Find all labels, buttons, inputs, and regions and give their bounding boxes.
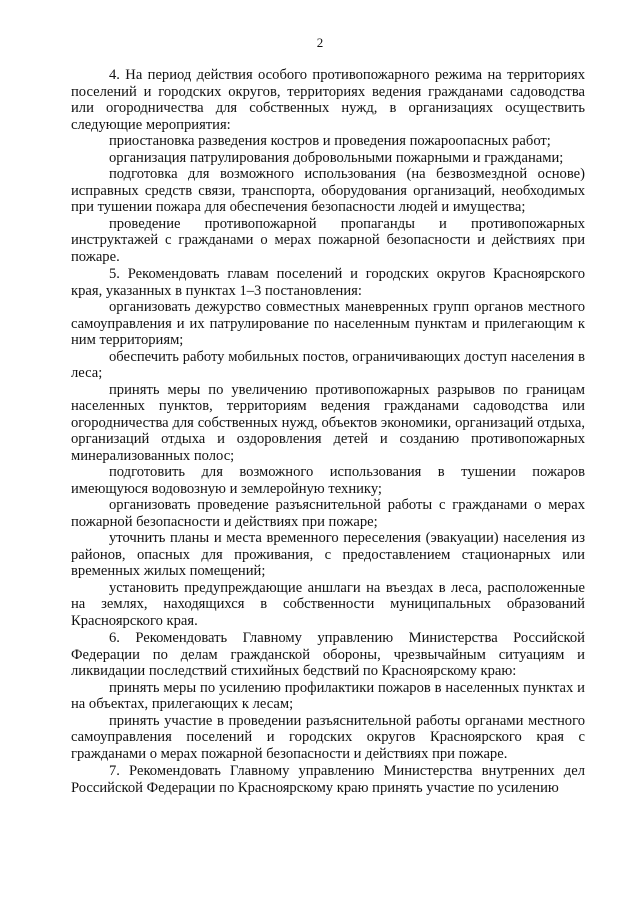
list-item-paragraph: принять участие в проведении разъяснительной работы органами местного самоуправления поселений и городских округов Красноярского края с гражданами о мерах пожарной безопасности и действиях при пожаре. <box>71 712 585 762</box>
list-item-paragraph: организация патрулирования добровольными пожарными и гражданами; <box>109 149 564 166</box>
page-number: 2 <box>316 35 324 50</box>
list-item-paragraph: уточнить планы и места временного переселения (эвакуации) населения из районов, опасных для проживания, с предоставлением стационарных или временных жилых помещений; <box>71 530 585 579</box>
list-item-paragraph: принять меры по усилению профилактики пожаров в населенных пунктах и на объектах, прилегающих к лесам; <box>71 679 585 712</box>
list-item-paragraph: принять меры по увеличению противопожарных разрывов по границам населенных пунктов, территориям ведения гражданами садоводства или огородничества для собственных нужд, объектов экономики, организаций отдыха, организаций отдыха и оздоровления детей и созданию противопожарных минерализованных полос; <box>71 381 585 464</box>
section-paragraph: 5. Рекомендовать главам поселений и городских округов Красноярского края, указанных в пунктах 1–3 постановления: <box>71 266 585 299</box>
list-item-paragraph: приостановка разведения костров и проведения пожароопасных работ; <box>109 133 551 149</box>
section-paragraph: 6. Рекомендовать Главному управлению Министерства Российской Федерации по делам гражданской обороны, чрезвычайным ситуациям и ликвидации последствий стихийных бедствий по Красноярскому краю: <box>71 630 585 679</box>
list-item-paragraph: обеспечить работу мобильных постов, ограничивающих доступ населения в леса; <box>71 348 585 381</box>
list-item-paragraph: установить предупреждающие аншлаги на въездах в леса, расположенные на землях, находящихся в собственности муниципальных образований Красноярского края. <box>71 579 585 629</box>
list-item-paragraph: проведение противопожарной пропаганды и противопожарных инструктажей с гражданами о мерах пожарной безопасности и действиях при пожаре. <box>71 215 585 265</box>
list-item-paragraph: организовать проведение разъяснительной работы с гражданами о мерах пожарной безопасности и действиях при пожаре; <box>71 497 585 530</box>
list-item-paragraph: организовать дежурство совместных маневренных групп органов местного самоуправления и их патрулирование по населенным пунктам и прилегающим к ним территориям; <box>71 299 585 348</box>
list-item-paragraph: подготовить для возможного использования в тушении пожаров имеющуюся водовозную и землеройную технику; <box>71 464 585 497</box>
section-paragraph: 7. Рекомендовать Главному управлению Министерства внутренних дел Российской Федерации по Красноярскому краю принять участие по усилению <box>71 763 585 796</box>
document-body <box>71 66 585 796</box>
section-paragraph: 4. На период действия особого противопожарного режима на территориях поселений и городских округов, территориях ведения гражданами садоводства или огородничества для собственных нужд, в организациях осуществить следующие мероприятия: <box>71 67 585 133</box>
list-item-paragraph: подготовка для возможного использования (на безвозмездной основе) исправных средств связи, транспорта, оборудования организаций, необходимых при тушении пожара для обеспечения безопасности людей и имущества; <box>71 166 585 215</box>
